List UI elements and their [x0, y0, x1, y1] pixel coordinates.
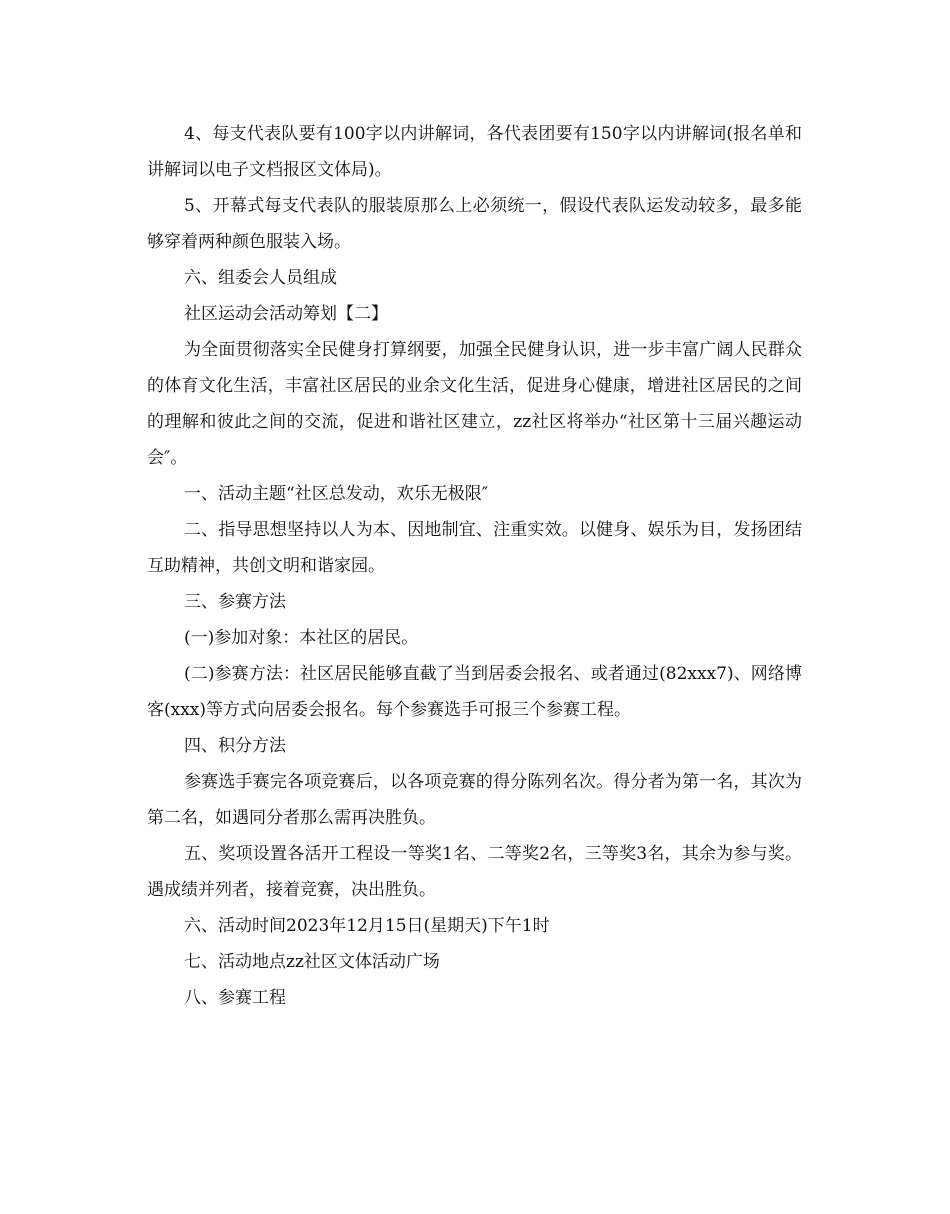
activity-location: 七、活动地点zz社区文体活动广场	[184, 952, 440, 972]
activity-time: 六、活动时间2023年12月15日(星期天)下午1时	[184, 916, 550, 936]
awards: 五、奖项设置各活开工程设一等奖1名、二等奖2名，三等奖3名，其余为参与奖。遇成绩并列者，接着竞赛，决出胜负。	[147, 844, 802, 900]
section-heading-6: 六、组委会人员组成	[184, 268, 337, 288]
paragraph-2: 5、开幕式每支代表队的服装原那么上必须统一，假设代表队运发动较多，最多能够穿着两种颜色服装入场。	[147, 196, 802, 252]
document-body	[147, 116, 802, 1016]
plan-title: 社区运动会活动筹划【二】	[184, 304, 388, 324]
section-heading-4: 四、积分方法	[184, 736, 286, 756]
guiding-principle: 二、指导思想坚持以人为本、因地制宜、注重实效。以健身、娱乐为目，发扬团结互助精神，共创文明和谐家园。	[147, 520, 802, 576]
scoring-method: 参赛选手赛完各项竞赛后，以各项竞赛的得分陈列名次。得分者为第一名，其次为第二名，如遇同分者那么需再决胜负。	[147, 772, 802, 828]
paragraph-1: 4、每支代表队要有100字以内讲解词，各代表团要有150字以内讲解词(报名单和讲解词以电子文档报区文体局)。	[147, 124, 802, 180]
registration-method: (二)参赛方法：社区居民能够直截了当到居委会报名、或者通过(82xxx7)、网络博客(xxx)等方式向居委会报名。每个参赛选手可报三个参赛工程。	[147, 664, 802, 720]
section-heading-3: 三、参赛方法	[184, 592, 286, 612]
section-heading-8: 八、参赛工程	[184, 988, 286, 1008]
intro-paragraph: 为全面贯彻落实全民健身打算纲要，加强全民健身认识，进一步丰富广阔人民群众的体育文化生活，丰富社区居民的业余文化生活，促进身心健康，增进社区居民的之间的理解和彼此之间的交流，促进和谐社区建立，zz社区将举办“社区第十三届兴趣运动会″。	[147, 340, 802, 468]
activity-theme: 一、活动主题“社区总发动，欢乐无极限″	[184, 484, 489, 504]
participants: (一)参加对象：本社区的居民。	[184, 628, 419, 648]
